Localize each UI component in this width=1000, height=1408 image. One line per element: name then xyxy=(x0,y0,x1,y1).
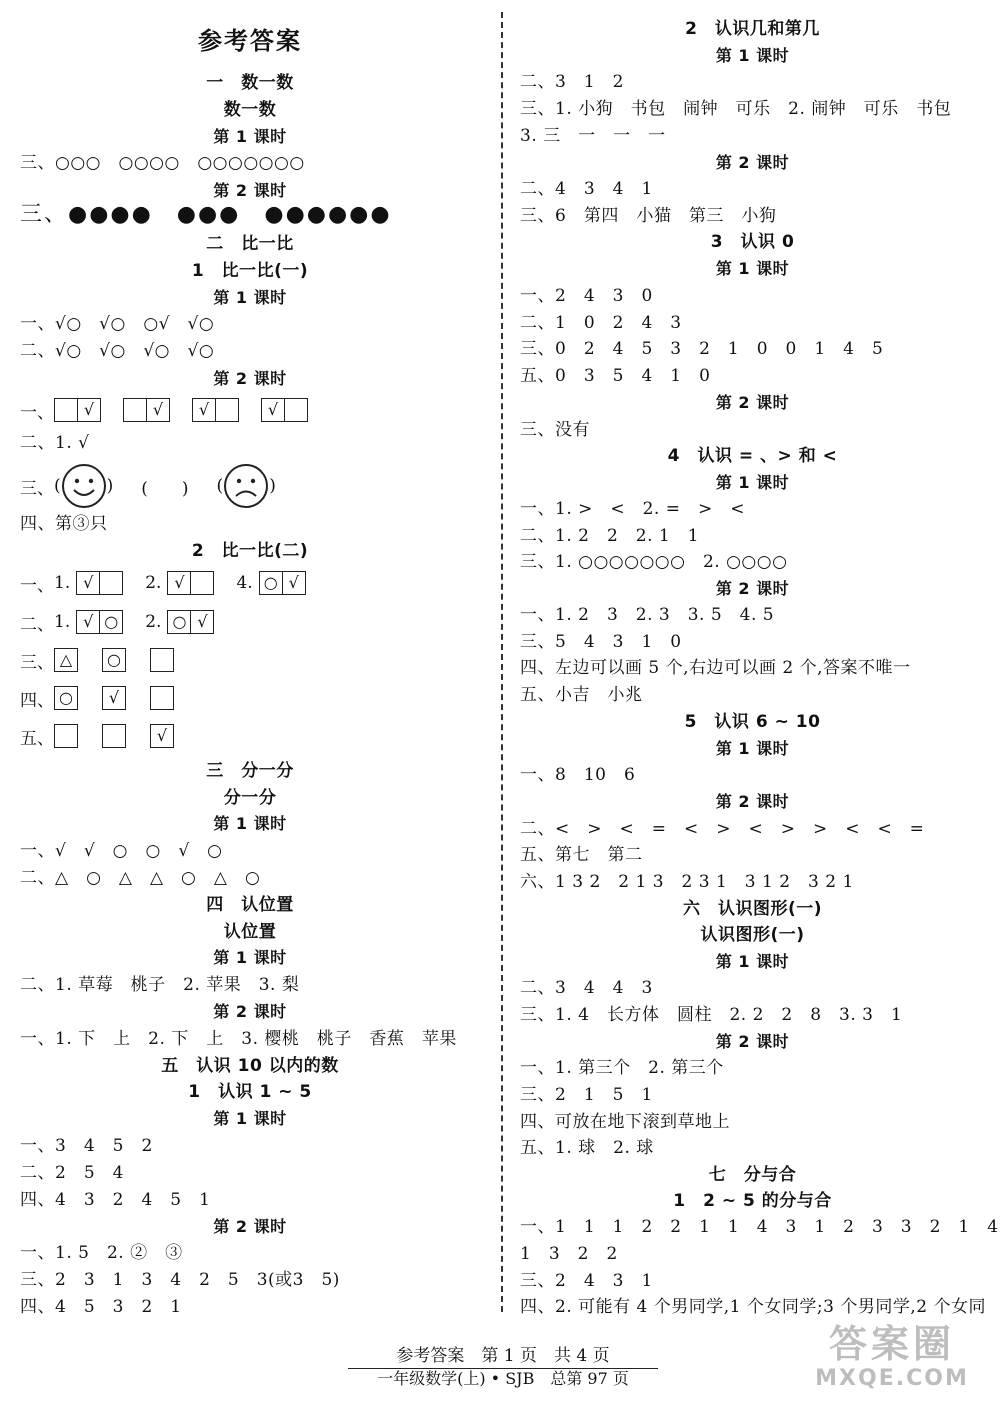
lesson-heading: 第 1 课时 xyxy=(715,952,790,971)
column-divider xyxy=(501,12,503,1312)
lesson-heading: 第 2 课时 xyxy=(715,1032,790,1051)
answer-line: 三、1. 4 长方体 圆柱 2. 2 2 8 3. 3 1 xyxy=(520,1005,903,1025)
answer-box: √ xyxy=(261,398,285,422)
lesson-heading: 第 2 课时 xyxy=(715,579,790,598)
answer-line: 二、△ ○ △ △ ○ △ ○ xyxy=(20,868,261,888)
lesson-heading: 第 1 课时 xyxy=(213,1109,287,1128)
answer-line: 二、4 3 4 1 xyxy=(520,179,653,199)
lesson-heading: 第 1 课时 xyxy=(213,948,287,967)
answer-line: 二、√○ √○ √○ √○ xyxy=(20,341,215,361)
answer-box: √ xyxy=(191,610,214,634)
section-title: 2 认识几和第几 xyxy=(685,19,820,39)
answer-box xyxy=(54,398,78,422)
answer-line: 三、5 4 3 1 0 xyxy=(520,632,682,652)
answer-line: 一、1. 2 3 2. 3 3. 5 4. 5 xyxy=(520,605,775,625)
sad-face-icon xyxy=(223,463,269,509)
answer-line: 三、0 2 4 5 3 2 1 0 0 1 4 5 xyxy=(520,339,884,359)
lesson-heading: 第 2 课时 xyxy=(213,181,287,200)
answer-line: 三、●●●● ●●● ●●●●●● xyxy=(20,202,392,227)
section-title: 3 认识 0 xyxy=(710,232,795,252)
section-title: 5 认识 6 ~ 10 xyxy=(684,712,821,732)
watermark-title: 答案圈 xyxy=(828,1322,955,1366)
unit-6-title: 六 认识图形(一) xyxy=(682,899,823,919)
answer-line: 二、3 1 2 xyxy=(520,72,624,92)
answer-line: 3. 三 一 一 一 xyxy=(520,126,666,146)
answer-label: 一、 xyxy=(20,575,54,596)
answer-line: 一、3 4 5 2 xyxy=(20,1136,153,1156)
answer-line: 一、1 1 1 2 2 1 1 4 3 1 2 3 3 2 1 4 xyxy=(520,1217,999,1237)
answer-line: 五、0 3 5 4 1 0 xyxy=(520,366,711,386)
box-answer-row xyxy=(20,722,174,750)
answer-line: 四、左边可以画 5 个,右边可以画 2 个,答案不唯一 xyxy=(520,658,911,678)
unit-4-title: 四 认位置 xyxy=(206,895,294,915)
answer-line: 三、6 第四 小猫 第三 小狗 xyxy=(520,206,777,226)
answer-line: 二、1. √ xyxy=(20,433,90,453)
answer-label: 五、 xyxy=(20,728,54,749)
box-answer-row xyxy=(20,569,328,597)
lesson-heading: 第 2 课时 xyxy=(715,153,790,172)
item-number: 2. xyxy=(145,612,162,632)
lesson-heading: 第 2 课时 xyxy=(213,1002,287,1021)
unit-4-subtitle: 认位置 xyxy=(223,922,277,942)
footer-page-info: 参考答案 第 1 页 共 4 页 xyxy=(396,1346,610,1366)
answer-box: √ xyxy=(167,571,191,595)
answer-line: 三、2 3 1 3 4 2 5 3(或3 5) xyxy=(20,1270,340,1290)
answer-line: 三、1. ○○○○○○○ 2. ○○○○ xyxy=(520,552,788,572)
watermark-logo xyxy=(802,1322,982,1392)
answer-line: 五、小吉 小兆 xyxy=(520,685,643,705)
box-answer-row xyxy=(20,684,174,712)
answer-line: 一、2 4 3 0 xyxy=(520,286,653,306)
answer-line: 四、可放在地下滚到草地上 xyxy=(520,1112,730,1132)
answer-line: 三、○○○ ○○○○ ○○○○○○○ xyxy=(20,153,305,173)
answer-box: △ xyxy=(54,648,78,672)
answer-box: ○ xyxy=(102,648,126,672)
unit-2-title: 二 比一比 xyxy=(206,234,294,254)
face-answer-row: 三、 ( ) ( ) ( ) xyxy=(20,463,276,509)
lesson-heading: 第 1 课时 xyxy=(715,46,790,65)
answer-box: √ xyxy=(283,571,306,595)
answer-line: 二、1. 草莓 桃子 2. 苹果 3. 梨 xyxy=(20,975,300,995)
answer-line: 四、4 5 3 2 1 xyxy=(20,1297,182,1317)
unit-1-subtitle: 数一数 xyxy=(223,100,277,120)
watermark-url: MXQE.COM xyxy=(815,1366,969,1391)
answer-line: 六、1 3 2 2 1 3 2 3 1 3 1 2 3 2 1 xyxy=(520,872,854,892)
answer-box: √ xyxy=(76,610,100,634)
unit-3-title: 三 分一分 xyxy=(206,761,294,781)
answer-line: 二、1 0 2 4 3 xyxy=(520,313,682,333)
item-number: 2. xyxy=(145,573,162,593)
answer-line: 四、2. 可能有 4 个男同学,1 个女同学;3 个男同学,2 个女同 xyxy=(520,1297,986,1317)
lesson-heading: 第 2 课时 xyxy=(715,792,790,811)
answer-line: 一、1. 第三个 2. 第三个 xyxy=(520,1058,724,1078)
answer-line: 五、1. 球 2. 球 xyxy=(520,1138,654,1158)
unit-6-subtitle: 认识图形(一) xyxy=(700,925,805,945)
answer-box: √ xyxy=(102,686,126,710)
unit-1-title: 一 数一数 xyxy=(206,73,294,93)
answer-line: 三、2 1 5 1 xyxy=(520,1085,653,1105)
lesson-heading: 第 1 课时 xyxy=(715,739,790,758)
footer-book-info: 一年级数学(上) • SJB 总第 97 页 xyxy=(377,1369,629,1388)
answer-line: 一、√ √ ○ ○ √ ○ xyxy=(20,841,223,861)
answer-line: 二、< > < = < > < > > < < = xyxy=(520,819,925,839)
answer-box xyxy=(191,571,214,595)
lesson-heading: 第 1 课时 xyxy=(715,473,790,492)
lesson-heading: 第 1 课时 xyxy=(213,288,287,307)
smiley-face-icon xyxy=(61,463,107,509)
answer-box xyxy=(102,724,126,748)
answer-box xyxy=(123,398,147,422)
answer-label: 一、 xyxy=(20,402,54,423)
answer-box: ○ xyxy=(167,610,191,634)
answer-line: 三、1. 小狗 书包 闹钟 可乐 2. 闹钟 可乐 书包 xyxy=(520,99,952,119)
answer-line: 一、8 10 6 xyxy=(520,765,636,785)
page-title: 参考答案 xyxy=(198,27,302,55)
unit-7-title: 七 分与合 xyxy=(708,1165,797,1185)
answer-box xyxy=(150,686,174,710)
answer-box: ○ xyxy=(54,686,78,710)
answer-line: 三、2 4 3 1 xyxy=(520,1271,653,1291)
lesson-heading: 第 1 课时 xyxy=(715,259,790,278)
page-footer xyxy=(338,1346,668,1389)
answer-box: √ xyxy=(150,724,174,748)
answer-box xyxy=(100,571,123,595)
answer-line: 1 3 2 2 xyxy=(520,1244,618,1264)
answer-label: 四、 xyxy=(20,690,54,711)
answer-line: 一、1. 下 上 2. 下 上 3. 樱桃 桃子 香蕉 苹果 xyxy=(20,1029,457,1049)
section-title: 1 认识 1 ~ 5 xyxy=(188,1082,312,1102)
answer-box: ○ xyxy=(100,610,123,634)
section-title: 1 比一比(一) xyxy=(191,261,309,281)
answer-line: 一、√○ √○ ○√ √○ xyxy=(20,314,215,334)
lesson-heading: 第 2 课时 xyxy=(715,393,790,412)
item-number: 1. xyxy=(54,612,71,632)
answer-line: 四、4 3 2 4 5 1 xyxy=(20,1190,211,1210)
section-title: 2 比一比(二) xyxy=(191,541,309,561)
answer-box: √ xyxy=(78,398,101,422)
answer-line: 一、1. > < 2. = > < xyxy=(520,499,745,519)
lesson-heading: 第 1 课时 xyxy=(213,814,287,833)
answer-box xyxy=(285,398,308,422)
lesson-heading: 第 2 课时 xyxy=(213,369,287,388)
item-number: 1. xyxy=(54,573,71,593)
answer-box xyxy=(216,398,239,422)
answer-label: 三、 xyxy=(20,478,54,499)
answer-line: 二、1. 2 2 2. 1 1 xyxy=(520,526,700,546)
box-answer-row xyxy=(20,646,174,674)
answer-line: 五、第七 第二 xyxy=(520,845,643,865)
box-answer-row xyxy=(20,396,330,424)
answer-box: √ xyxy=(147,398,170,422)
box-answer-row xyxy=(20,608,236,636)
unit-3-subtitle: 分一分 xyxy=(223,788,277,808)
empty-paren: ( ) xyxy=(141,478,189,499)
section-title: 4 认识 = 、> 和 < xyxy=(667,446,838,466)
answer-label: 二、 xyxy=(20,614,54,635)
answer-label: 三、 xyxy=(20,652,54,673)
answer-line: 二、3 4 4 3 xyxy=(520,978,653,998)
unit-5-title: 五 认识 10 以内的数 xyxy=(161,1056,339,1076)
answer-box xyxy=(54,724,78,748)
answer-box: ○ xyxy=(259,571,283,595)
answer-box: √ xyxy=(76,571,100,595)
answer-box: √ xyxy=(192,398,216,422)
item-number: 4. xyxy=(236,573,253,593)
answer-line: 四、第③只 xyxy=(20,514,108,534)
lesson-heading: 第 1 课时 xyxy=(213,127,287,146)
answer-line: 二、2 5 4 xyxy=(20,1163,124,1183)
answer-line: 三、没有 xyxy=(520,420,590,440)
answer-box xyxy=(150,648,174,672)
lesson-heading: 第 2 课时 xyxy=(213,1217,287,1236)
section-title: 1 2 ~ 5 的分与合 xyxy=(673,1191,832,1211)
answer-line: 一、1. 5 2. ② ③ xyxy=(20,1243,183,1263)
